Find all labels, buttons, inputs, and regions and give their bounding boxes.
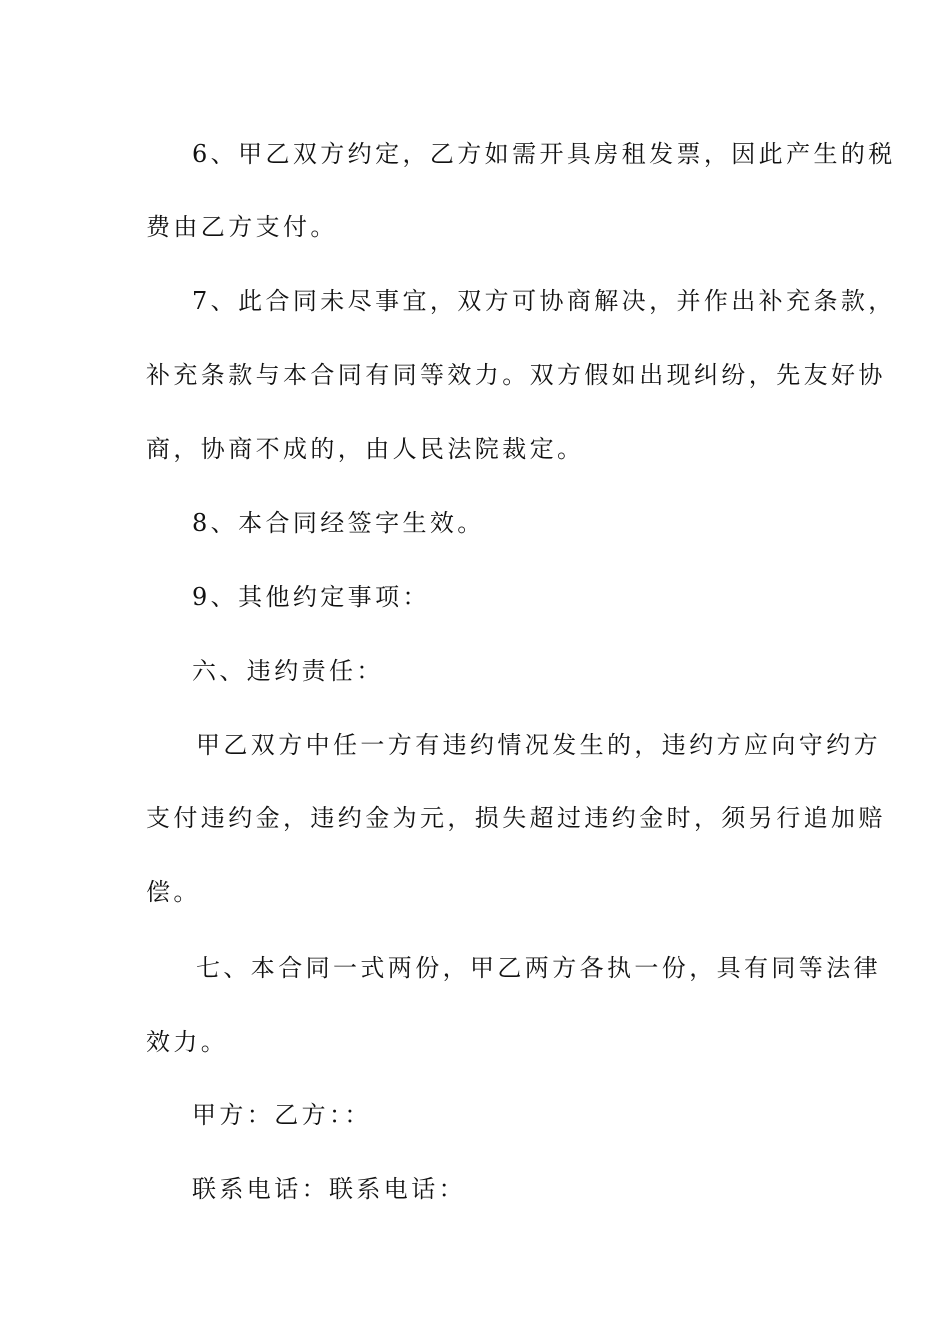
clause-7-line-2: 补充条款与本合同有同等效力。双方假如出现纠纷，先友好协 — [146, 361, 886, 389]
section-heading-breach-liability: 六、违约责任： — [192, 657, 384, 685]
breach-paragraph-line-1: 甲乙双方中任一方有违约情况发生的，违约方应向守约方 — [196, 731, 881, 759]
section-7-line-1: 七、本合同一式两份，甲乙两方各执一份，具有同等法律 — [196, 954, 881, 982]
clause-7-line-1: 7、此合同未尽事宜，双方可协商解决，并作出补充条款， — [192, 287, 896, 315]
clause-8: 8、本合同经签字生效。 — [192, 509, 485, 537]
clause-9: 9、其他约定事项： — [192, 583, 430, 611]
signature-parties: 甲方：乙方：： — [192, 1101, 372, 1129]
breach-paragraph-line-3: 偿。 — [146, 878, 201, 906]
section-7-line-2: 效力。 — [146, 1028, 229, 1056]
clause-7-line-3: 商，协商不成的，由人民法院裁定。 — [146, 435, 585, 463]
breach-paragraph-line-2: 支付违约金，违约金为元，损失超过违约金时，须另行追加赔 — [146, 804, 886, 832]
contact-phones: 联系电话：联系电话： — [192, 1175, 466, 1203]
clause-6-line-2: 费由乙方支付。 — [146, 213, 338, 241]
clause-6-line-1: 6、甲乙双方约定，乙方如需开具房租发票，因此产生的税 — [192, 140, 896, 168]
